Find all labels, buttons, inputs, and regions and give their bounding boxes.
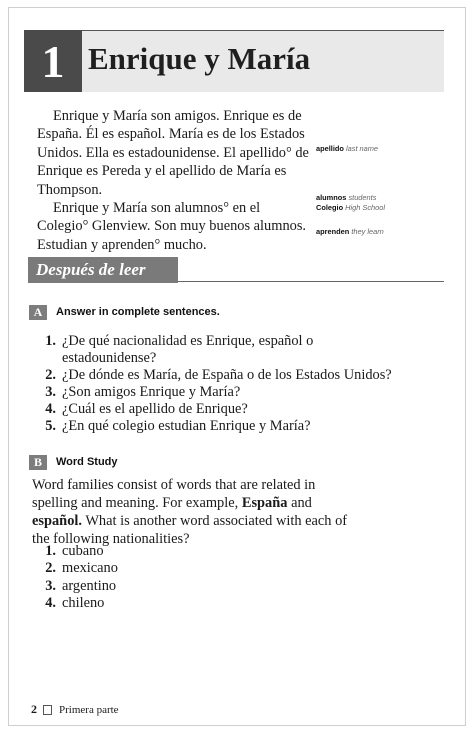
gloss-meaning: they learn [351,227,384,236]
part-name: Primera parte [59,703,119,716]
list-item [32,384,392,401]
reading-paragraph-1: Enrique y María son amigos. Enrique es de España. Él es español. María es de los Estados Unidos. Ella es estadounidense. El apellido° de Enrique es Pereda y el apellido de María es Thompson. [37,108,309,198]
gloss-meaning: last name [346,144,379,153]
chapter-title: Enrique y María [88,41,311,76]
question-number: 3. [45,384,56,400]
gloss-aprenden [316,227,384,236]
word-study-outro: What is another word associated with each of the following nationalities? [32,513,348,547]
section-a-badge: A [29,305,47,320]
example-word-1: España [241,495,288,511]
gloss-colegio [316,203,385,212]
question-text: ¿De dónde es María, de España o de los Estados Unidos? [62,367,392,383]
reading-passage [37,107,312,254]
list-item [32,578,118,595]
word-list [32,543,118,612]
question-number: 1. [45,333,56,349]
question-number: 2. [45,367,56,383]
word-study-intro: Word families consist of words that are related in spelling and meaning. For example, [32,477,316,511]
word-text: mexicano [62,560,118,577]
gloss-term: Colegio [316,203,344,212]
header-rule [24,30,444,31]
word-number: 2. [45,560,56,577]
section-b-title: Word Study [56,456,118,468]
question-text: ¿Son amigos Enrique y María? [62,384,241,400]
word-study-paragraph [32,476,362,548]
list-item [32,595,118,612]
example-word-2: español. [32,513,82,529]
page-footer [31,702,119,717]
question-text: ¿Cuál es el apellido de Enrique? [62,401,248,417]
page-number: 2 [31,702,37,716]
list-item [32,401,392,418]
gloss-apellido [316,144,378,153]
list-item [32,333,392,367]
word-text: chileno [62,594,105,611]
question-number: 4. [45,401,56,417]
question-number: 5. [45,418,56,434]
gloss-alumnos [316,193,376,202]
question-text: ¿En qué colegio estudian Enrique y María? [62,418,311,434]
gloss-term: apellido [316,144,344,153]
gloss-meaning: High School [345,203,386,212]
list-item [32,367,392,384]
word-number: 3. [45,577,56,594]
gloss-term: aprenden [316,227,350,236]
word-number: 4. [45,594,56,611]
word-text: argentino [62,577,117,594]
reading-paragraph-2: Enrique y María son alumnos° en el Colegio° Glenview. Son muy buenos alumnos. Estudian y aprenden° mucho. [37,200,307,253]
gloss-term: alumnos [316,193,347,202]
footer-ornament-icon [43,705,52,715]
question-text: ¿De qué nacionalidad es Enrique, español o estadounidense? [62,333,314,366]
list-item [32,543,118,560]
after-reading-rule [178,281,444,282]
list-item [32,560,118,577]
word-text: cubano [62,543,104,559]
list-item [32,418,392,435]
question-list [32,333,392,435]
gloss-meaning: students [348,193,377,202]
word-number: 1. [45,543,56,559]
after-reading-banner: Después de leer [28,257,178,283]
section-b-badge: B [29,455,47,470]
example-connector: and [291,495,312,511]
section-a-title: Answer in complete sentences. [56,306,220,318]
chapter-number-badge: 1 [24,30,82,92]
